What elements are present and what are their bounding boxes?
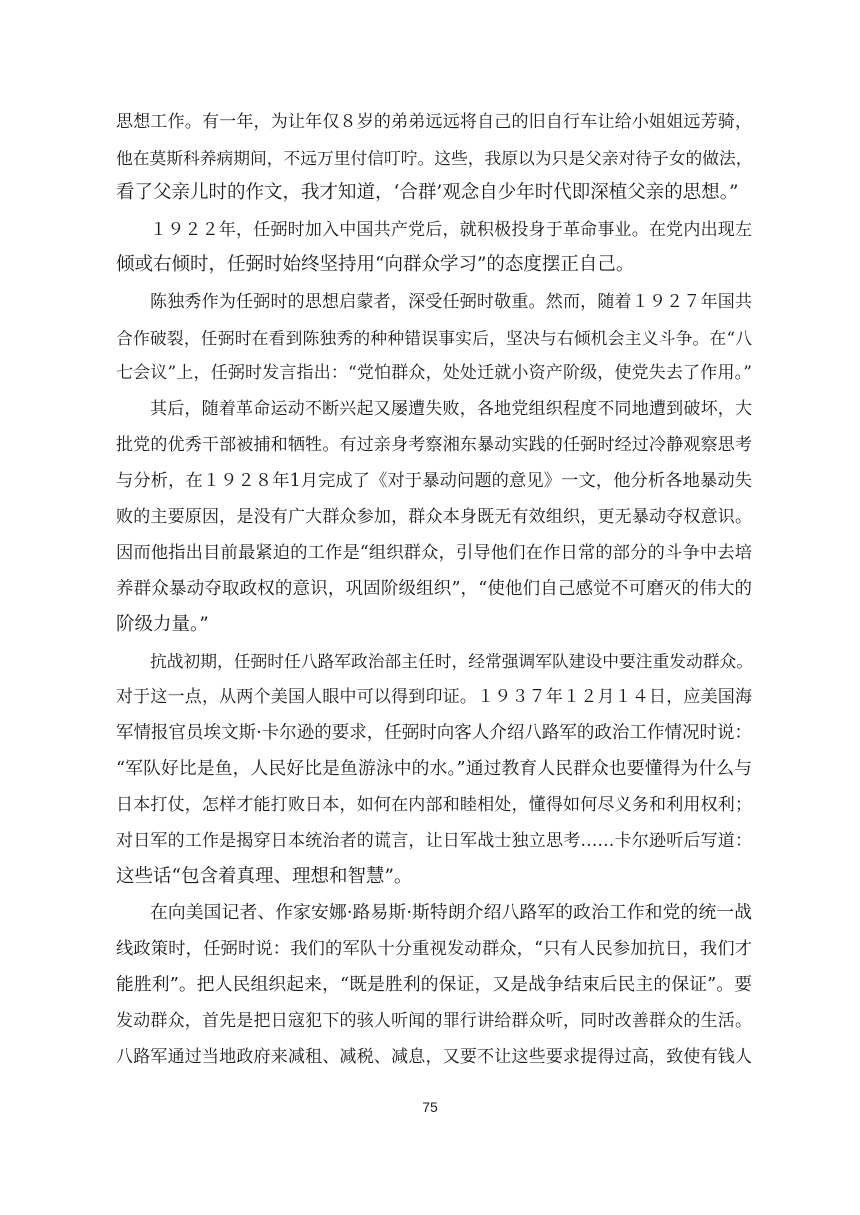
text-line: 与分析，在１９２８年1月完成了《对于暴动问题的意见》一文，他分析各地暴动失 — [116, 471, 752, 491]
text-line: 看了父亲儿时的作文，我才知道，‘合群’观念自少年时代即深植父亲的思想。” — [116, 182, 739, 203]
text-line: 对于这一点，从两个美国人眼中可以得到印证。１９３７年１２月１４日，应美国海 — [116, 687, 752, 707]
text-line: 他在莫斯科养病期间，不远万里付信叮咛。这些，我原以为只是父亲对待子女的做法， — [116, 148, 753, 168]
text-line: 线政策时，任弼时说：我们的军队十分重视发动群众，“只有人民参加抗日，我们才 — [116, 939, 752, 959]
text-line: 对日军的工作是揭穿日本统治者的谎言，让日军战士独立思考……卡尔逊听后写道： — [116, 831, 752, 851]
page-number: 75 — [422, 1099, 438, 1115]
text-line: 败的主要原因，是没有广大群众参加，群众本身既无有效组织，更无暴动夺权意识。 — [116, 507, 752, 527]
text-line: 七会议”上，任弼时发言指出：“党怕群众，处处迁就小资产阶级，使党失去了作用。” — [116, 363, 752, 383]
text-line: 阶级力量。” — [116, 614, 209, 635]
text-line: 军情报官员埃文斯·卡尔逊的要求，任弼时向客人介绍八路军的政治工作情况时说： — [116, 723, 752, 743]
text-line: 养群众暴动夺取政权的意识，巩固阶级组织”，“使他们自己感觉不可磨灭的伟大的 — [116, 579, 752, 599]
text-line: 思想工作。有一年，为让年仅８岁的弟弟远远将自己的旧自行车让给小姐姐远芳骑， — [116, 112, 752, 132]
text-line: 这些话“包含着真理、理想和智慧”。 — [116, 866, 413, 887]
text-line: 批党的优秀干部被捕和牺牲。有过亲身考察湘东暴动实践的任弼时经过冷静观察思考 — [116, 435, 752, 455]
paragraph-first-line: 抗战初期，任弼时任八路军政治部主任时，经常强调军队建设中要注重发动群众。 — [150, 651, 754, 671]
text-line: 能胜利”。把人民组织起来，“既是胜利的保证，又是战争结束后民主的保证”。要 — [116, 975, 752, 995]
text-line: 合作破裂，任弼时在看到陈独秀的种种错误事实后，坚决与右倾机会主义斗争。在“八 — [116, 328, 752, 348]
text-line: 发动群众，首先是把日寇犯下的骇人听闻的罪行讲给群众听，同时改善群众的生活。 — [116, 1011, 752, 1031]
paragraph-first-line: １９２２年，任弼时加入中国共产党后，就积极投身于革命事业。在党内出现左 — [150, 220, 752, 240]
text-line: 倾或右倾时，任弼时始终坚持用“向群众学习”的态度摆正自己。 — [116, 254, 635, 275]
paragraph-first-line: 在向美国记者、作家安娜·路易斯·斯特朗介绍八路军的政治工作和党的统一战 — [150, 903, 752, 923]
text-line: 因而他指出目前最紧迫的工作是“组织群众，引导他们在作日常的部分的斗争中去培 — [116, 543, 752, 563]
text-line: 八路军通过当地政府来减租、减税、减息，又要不让这些要求提得过高，致使有钱人 — [116, 1047, 752, 1067]
paragraph-first-line: 陈独秀作为任弼时的思想启蒙者，深受任弼时敬重。然而，随着１９２７年国共 — [150, 292, 752, 312]
paragraph-first-line: 其后，随着革命运动不断兴起又屡遭失败，各地党组织程度不同地遭到破坏，大 — [150, 399, 752, 419]
text-line: 日本打仗，怎样才能打败日本，如何在内部和睦相处，懂得如何尽义务和利用权利； — [116, 795, 752, 815]
text-line: “军队好比是鱼，人民好比是鱼游泳中的水。”通过教育人民群众也要懂得为什么与 — [116, 759, 752, 779]
